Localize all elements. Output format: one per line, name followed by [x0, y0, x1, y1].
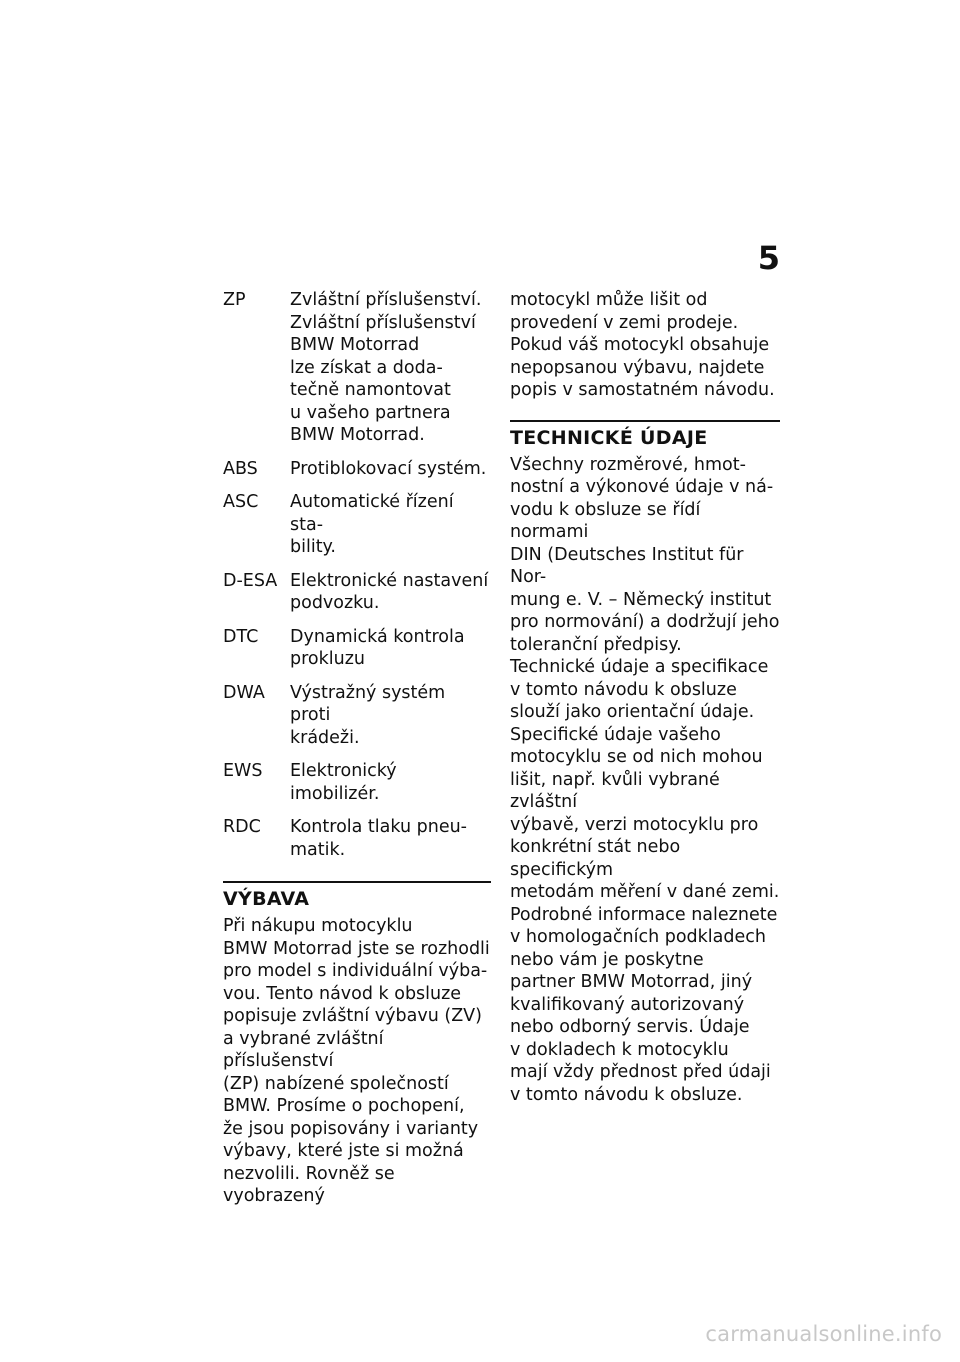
abbreviation-key: D-ESA	[223, 570, 278, 591]
section-divider	[223, 881, 491, 883]
abbreviation-value: Zvláštní příslušenství. Zvláštní příslušenství BMW Motorrad lze získat a doda- tečně namontovat u vašeho partnera BMW Motorrad.	[290, 290, 482, 445]
abbreviation-row	[223, 289, 491, 447]
technical-paragraph-1: Všechny rozměrové, hmot- nostní a výkonové údaje v ná- vodu k obsluze se řídí normami DIN (Deutsches Institut für Nor- mung e. V. – Německý institut pro normování) a dodržují jeho toleranční předpisy.	[510, 454, 780, 655]
abbreviation-row	[223, 458, 491, 481]
abbreviation-row	[223, 491, 491, 559]
watermark-text: carmanualsonline.info	[705, 1322, 942, 1346]
abbreviation-key: RDC	[223, 817, 261, 837]
abbreviation-list	[223, 289, 491, 861]
abbreviation-key: DTC	[223, 626, 259, 647]
abbreviation-row	[223, 816, 491, 861]
abbreviation-row	[223, 570, 491, 615]
abbreviation-value: Výstražný systém proti krádeži.	[290, 682, 446, 748]
section-heading-technical: TECHNICKÉ ÚDAJE	[510, 426, 708, 449]
section-heading-vybava: VÝBAVA	[223, 888, 310, 910]
abbreviation-value: Protiblokovací systém.	[290, 458, 487, 479]
abbreviation-key: ASC	[223, 492, 259, 512]
abbreviation-key: DWA	[223, 682, 265, 703]
abbreviation-value: Automatické řízení sta- bility.	[290, 492, 454, 557]
abbreviation-key: ZP	[223, 290, 246, 310]
technical-paragraph-2: Technické údaje a specifikace v tomto návodu k obsluze slouží jako orientační údaje. Specifické údaje vašeho motocyklu se od nich mohou lišit, např. kvůli vybrané zvláštní výbavě, verzi motocyklu pro konkrétní stát nebo specifickým metodám měření v dané zemi. Podrobné informace naleznete v homologačních podkladech nebo vám je poskytne partner BMW Motorrad, jiný kvalifikovaný autorizovaný nebo odborný servis. Údaje v dokladech k motocyklu mají vždy přednost před údaji v tomto návodu k obsluze.	[510, 657, 780, 1105]
abbreviation-value: Dynamická kontrola prokluzu	[290, 626, 465, 669]
page-number: 5	[757, 239, 780, 277]
abbreviation-key: EWS	[223, 761, 263, 781]
abbreviation-row	[223, 626, 491, 671]
vybava-paragraph: Při nákupu motocyklu BMW Motorrad jste se rozhodli pro model s individuální výba- vou. Tento návod k obsluze popisuje zvláštní výbavu (ZV) a vybrané zvláštní příslušenství (ZP) nabízené společností BMW. Prosíme o pochopení, že jsou popisovány i varianty výbavy, které jste si možná nezvolili. Rovněž se vyobrazený	[223, 916, 490, 1206]
abbreviation-value: Elektronické nastavení podvozku.	[290, 570, 489, 613]
abbreviation-value: Elektronický imobilizér.	[290, 761, 397, 804]
abbreviation-value: Kontrola tlaku pneu- matik.	[290, 817, 467, 860]
section-divider	[510, 420, 780, 422]
continuation-paragraph: motocykl může lišit od provedení v zemi prodeje. Pokud váš motocykl obsahuje nepopsanou výbavu, najdete popis v samostatném návodu.	[510, 290, 775, 400]
abbreviation-row	[223, 682, 491, 750]
abbreviation-key: ABS	[223, 458, 258, 479]
right-column	[510, 289, 780, 1106]
left-column	[223, 289, 491, 1208]
abbreviation-row	[223, 760, 491, 805]
